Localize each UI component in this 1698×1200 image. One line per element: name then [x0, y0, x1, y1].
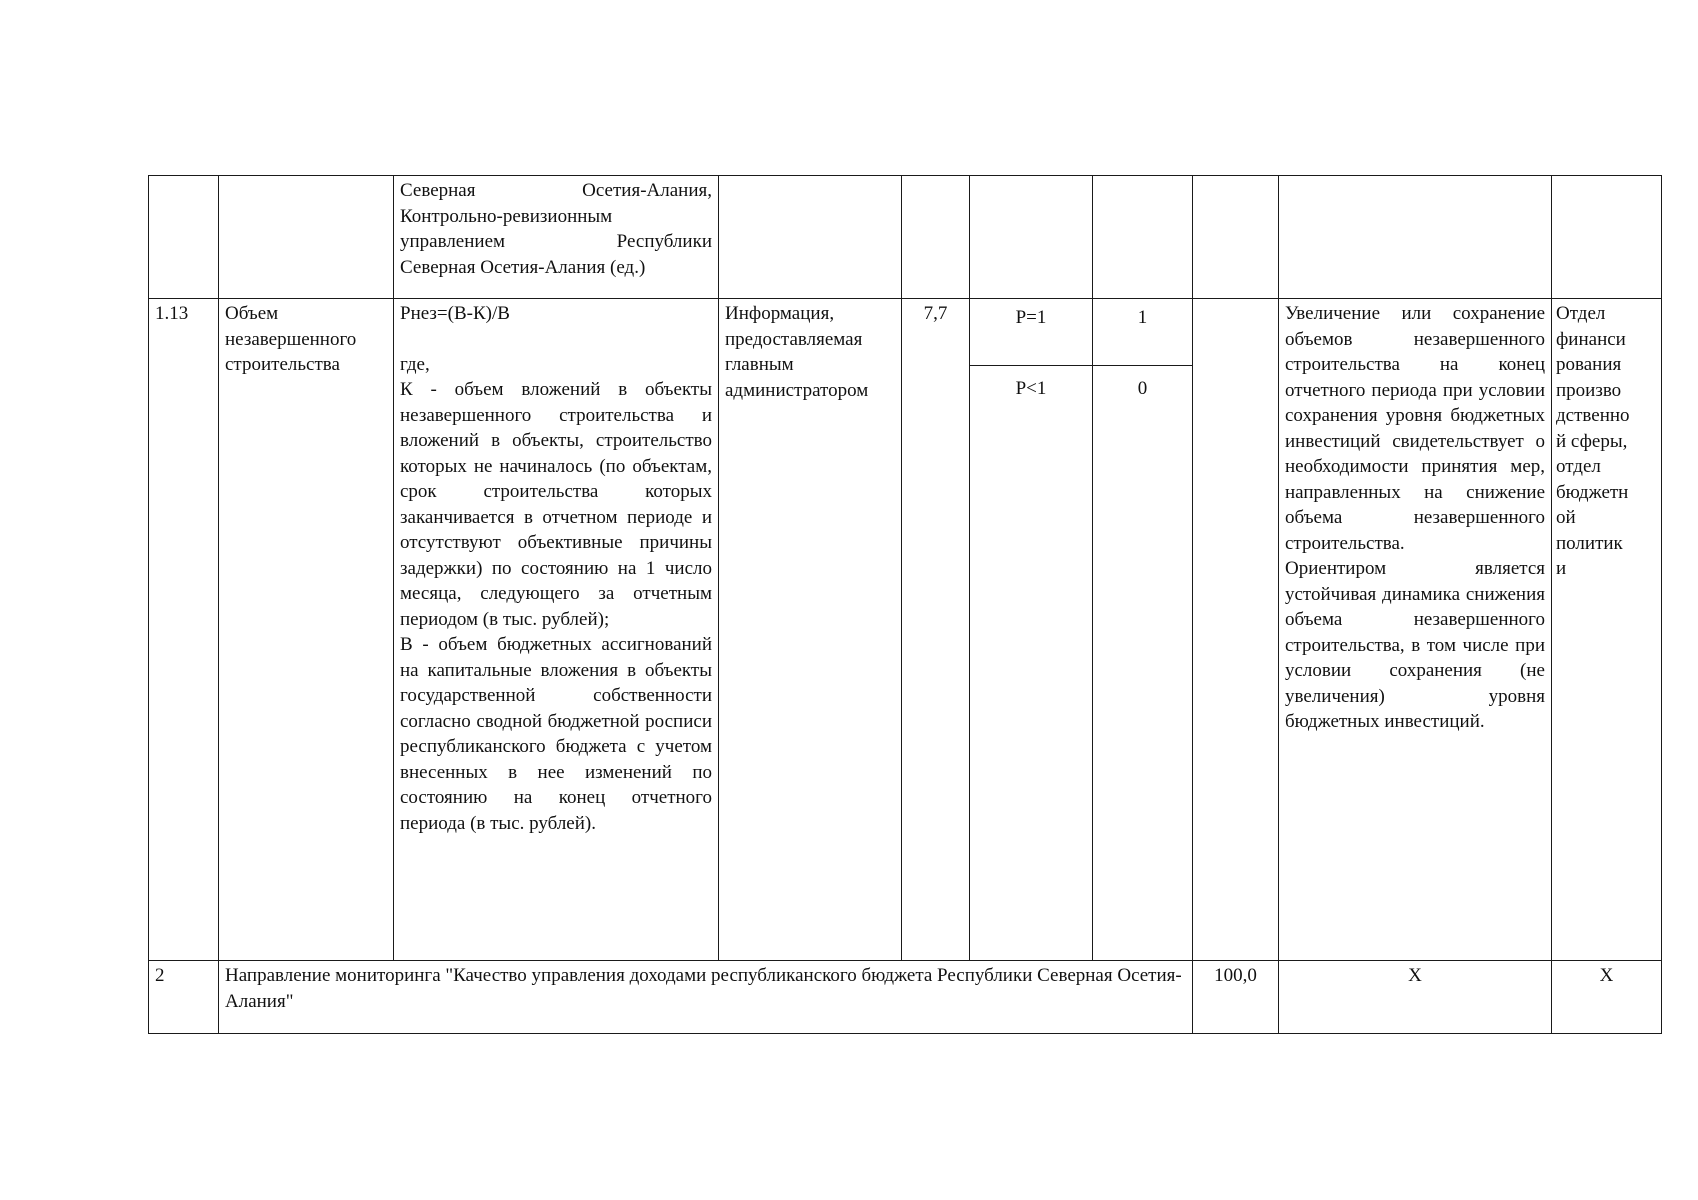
cell-direction-x: X	[1279, 961, 1552, 1034]
text-line: финанси	[1556, 328, 1626, 350]
condition-1: P=1	[970, 299, 1092, 366]
formula-b-definition: В - объем бюджетных ассигнований на капитальные вложения в объекты государственной собственности согласно сводной бюджетной росписи республиканского бюджета с учетом внесенных в нее изменений по состоянию на конец отчетного периода (в тыс. рублей).	[400, 634, 712, 834]
text-line: рования	[1556, 354, 1622, 375]
cell-direction-number: 2	[149, 961, 219, 1034]
cell-direction-x: X	[1552, 961, 1662, 1034]
text-line: Контрольно-ревизионным	[400, 205, 613, 227]
cell-empty	[719, 176, 902, 299]
cell-description-continued	[394, 176, 719, 299]
document-table	[148, 175, 1662, 1034]
text-line: й сферы,	[1556, 430, 1628, 452]
text-line: отдел	[1556, 456, 1601, 477]
cell-formula-description	[394, 299, 719, 961]
cell-empty	[149, 176, 219, 299]
formula-k-definition: К - объем вложений в объекты незавершенного строительства и вложений в объекты, строительство которых не начиналось (по объектам, срок строительства которых заканчивается в отчетном периоде и отсутствуют объективные причины задержки) по состоянию на 1 число месяца, следующего за отчетным периодом (в тыс. рублей);	[400, 379, 712, 630]
cell-direction-weight: 100,0	[1193, 961, 1279, 1034]
text-line: дственно	[1556, 405, 1630, 426]
score-2: 0	[1137, 378, 1148, 399]
table-row-indicator	[149, 299, 1662, 961]
cell-conditions	[970, 299, 1093, 961]
formula-where: где,	[400, 353, 430, 375]
cell-empty	[902, 176, 970, 299]
cell-comment	[1279, 299, 1552, 961]
text-line: бюджетн	[1556, 481, 1629, 503]
text-line: и	[1556, 558, 1567, 579]
cell-empty	[970, 176, 1093, 299]
condition-2: P<1	[1015, 378, 1047, 399]
text-line: управлением Республики	[400, 231, 712, 252]
cell-empty	[1552, 176, 1662, 299]
text-line: Отдел	[1556, 303, 1606, 324]
table-row-continuation	[149, 176, 1662, 299]
cell-weight: 7,7	[902, 299, 970, 961]
cell-data-source: Информация, предоставляемая главным администратором	[719, 299, 902, 961]
cell-direction-title: Направление мониторинга "Качество управления доходами республиканского бюджета Республики Северная Осетия-Алания"	[219, 961, 1193, 1034]
cell-scores	[1093, 299, 1193, 961]
text-line: произво	[1556, 379, 1622, 401]
cell-empty	[1193, 176, 1279, 299]
cell-responsible	[1552, 299, 1662, 961]
cell-indicator-number: 1.13	[149, 299, 219, 961]
comment-paragraph: Увеличение или сохранение объемов незавершенного строительства на конец отчетного периода при условии сохранения уровня бюджетных инвестиций свидетельствует о необходимости принятия мер, направленных на снижение объема незавершенного строительства.	[1285, 303, 1545, 554]
cell-indicator-name: Объем незавершенного строительства	[219, 299, 394, 961]
cell-empty	[219, 176, 394, 299]
cell-empty	[1193, 299, 1279, 961]
cell-empty	[1093, 176, 1193, 299]
spacer	[400, 327, 712, 352]
text-line: Северная Осетия-Алания,	[400, 180, 712, 201]
score-1: 1	[1093, 299, 1192, 366]
text-line: политик	[1556, 532, 1623, 554]
cell-empty	[1279, 176, 1552, 299]
text-line: Северная Осетия-Алания (ед.)	[400, 256, 646, 278]
table-row-direction	[149, 961, 1662, 1034]
text-line: ой	[1556, 507, 1576, 528]
comment-paragraph: Ориентиром является устойчивая динамика снижения объема незавершенного строительства, в том числе при условии сохранения (не увеличения) уровня бюджетных инвестиций.	[1285, 558, 1545, 732]
formula: Рнез=(В-К)/В	[400, 303, 510, 324]
